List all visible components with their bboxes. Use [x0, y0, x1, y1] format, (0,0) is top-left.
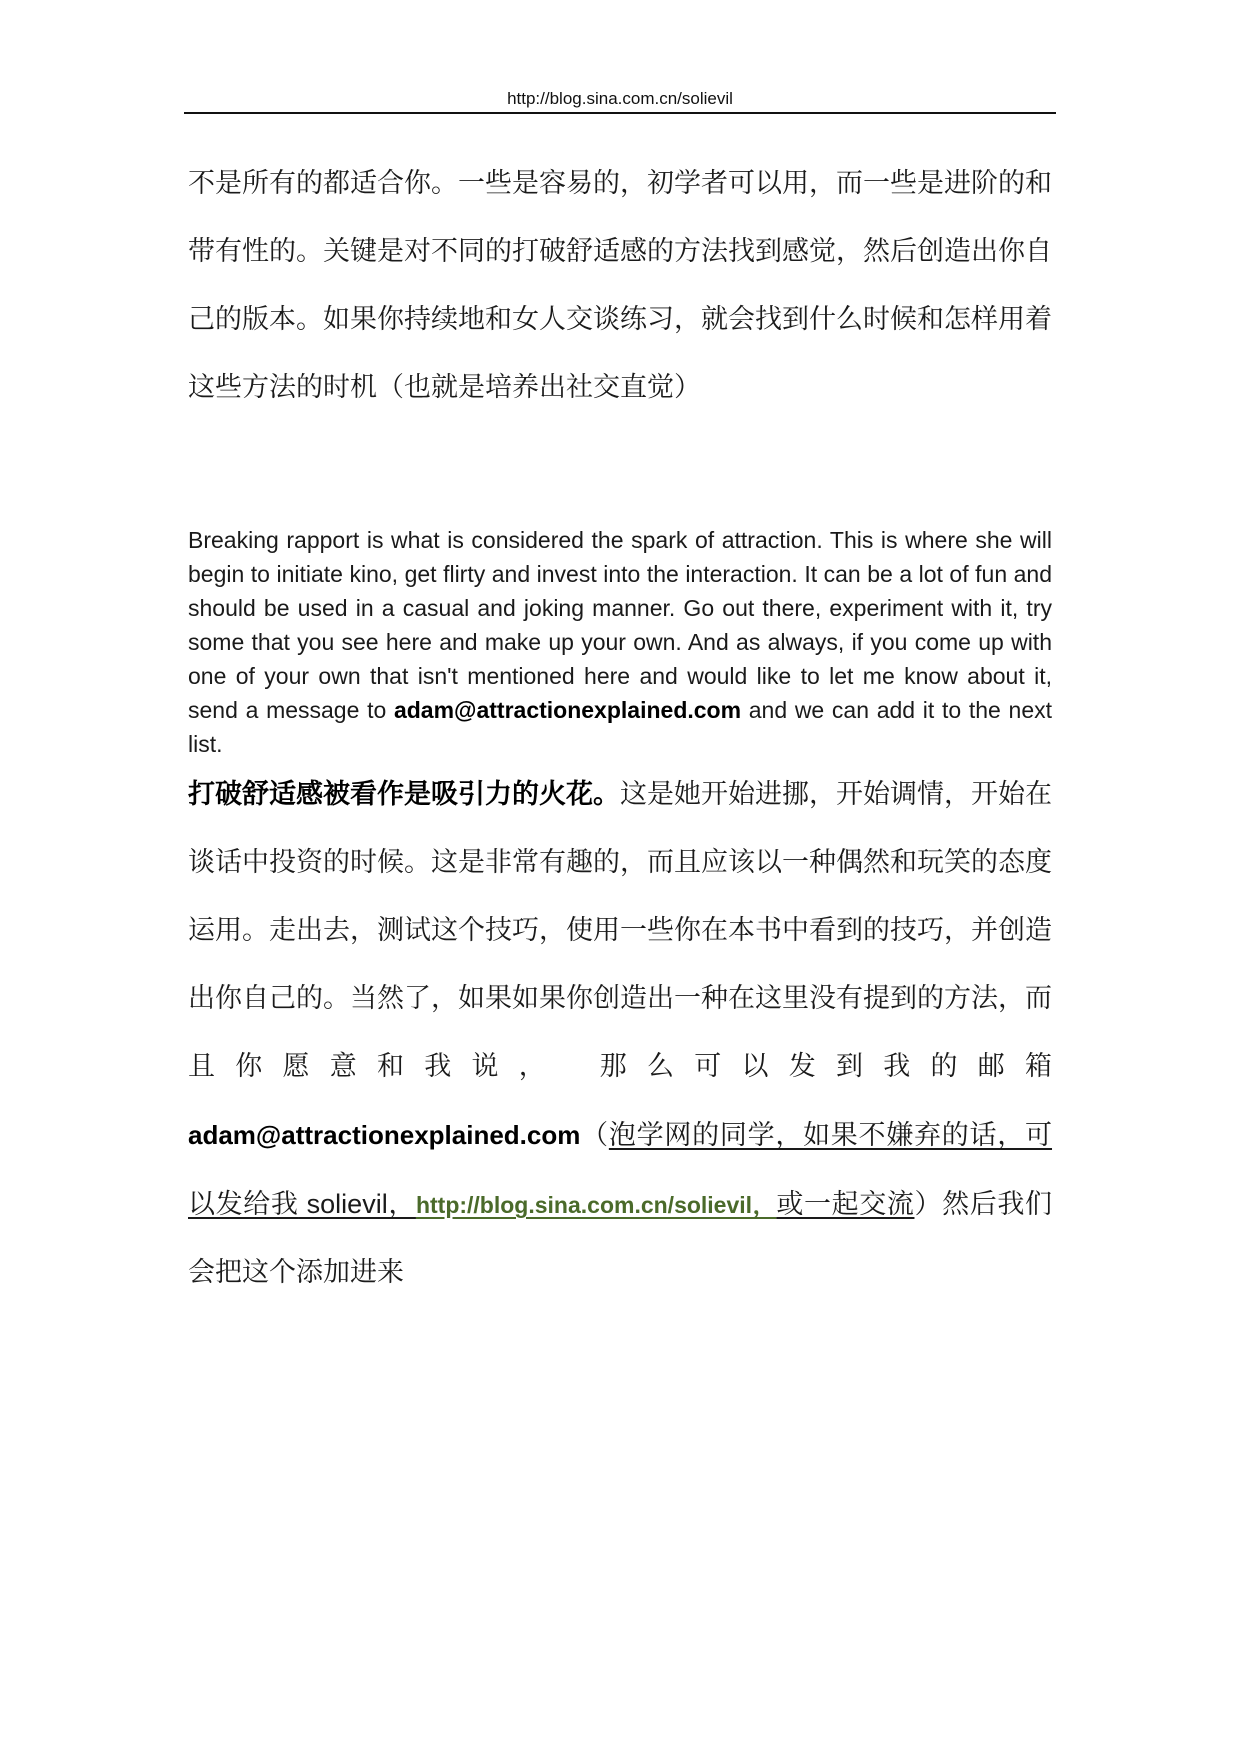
paragraph-en-body: Breaking rapport is what is considered the spark of attraction. This is where she will begin to initiate kino, get flirty and invest into the interaction. It can be a lot of fun and should be used in a casual and joking manner. Go out there, experiment with it, try some that you see here and make up your own. And as always, if you come up with one of your own that isn't mentioned here and would like to let me know about it, send a message to — [188, 527, 1052, 723]
note-underlined-2: 或一起交流 — [776, 1189, 915, 1220]
paragraph-cn-ending: 然后我们会把这个添加进来 — [188, 1189, 1053, 1288]
paragraph-en-tail: and we can add it to the next list. — [188, 697, 1052, 757]
paren-open: （ — [580, 1120, 609, 1151]
paragraph-cn-breaking-rapport — [188, 761, 1052, 1307]
note-underlined-1: 泡学网的同学，如果不嫌弃的话，可以发给我 — [188, 1120, 1053, 1220]
bold-lead-sentence: 打破舒适感被看作是吸引力的火花。 — [188, 779, 620, 810]
paragraph-en-breaking-rapport — [188, 523, 1052, 761]
blog-link[interactable]: http://blog.sina.com.cn/solievil， — [415, 1192, 777, 1218]
email-link-cn[interactable]: adam@attractionexplained.com — [188, 1120, 581, 1150]
paragraph-cn-body: 这是她开始进挪，开始调情，开始在谈话中投资的时候。这是非常有趣的，而且应该以一种偶然和玩笑的态度运用。走出去，测试这个技巧，使用一些你在本书中看到的技巧，并创造出你自己的。当然了，如果如果你创造出一种在这里没有提到的方法，而且你愿意和我说， 那么可以发到我的邮箱 — [188, 779, 1052, 1082]
header-divider — [184, 112, 1056, 114]
note-name: solievil， — [298, 1189, 416, 1219]
paragraph-cn-intro: 不是所有的都适合你。一些是容易的，初学者可以用，而一些是进阶的和带有性的。关键是对不同的打破舒适感的方法找到感觉，然后创造出你自己的版本。如果你持续地和女人交谈练习，就会找到什么时候和怎样用着这些方法的时机（也就是培养出社交直觉） — [188, 168, 1052, 403]
paren-close: ） — [914, 1189, 943, 1220]
page-header-url: http://blog.sina.com.cn/solievil — [507, 89, 733, 108]
email-link-en[interactable]: adam@attractionexplained.com — [393, 697, 742, 723]
